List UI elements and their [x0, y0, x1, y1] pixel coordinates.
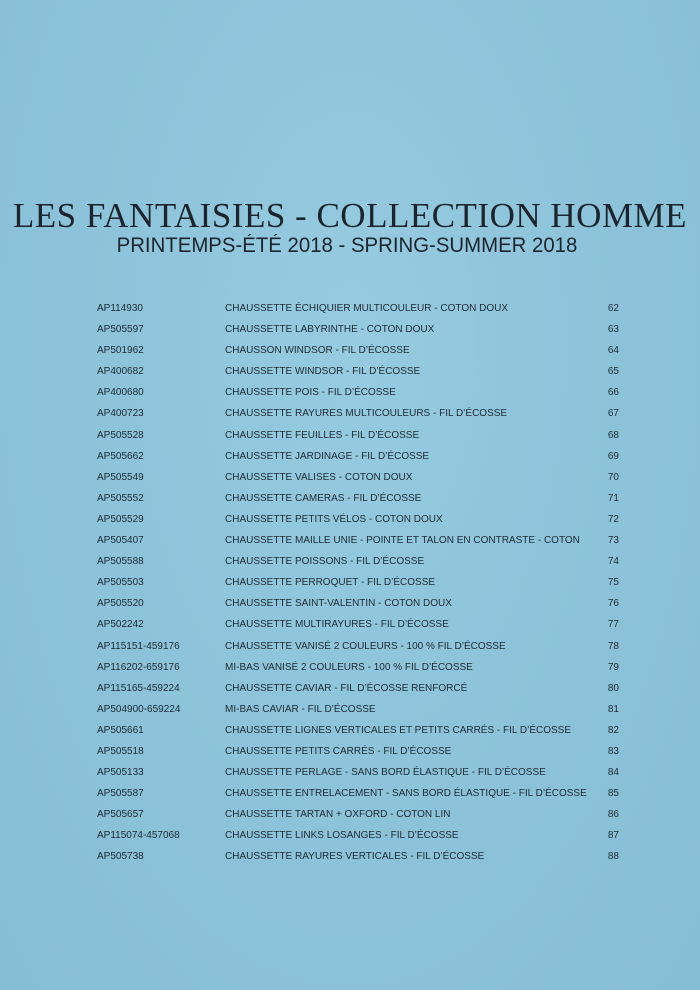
product-reference: AP115151-459176	[97, 640, 180, 652]
product-description: CHAUSSETTE CAVIAR - FIL D’ÉCOSSE RENFORCÉ	[225, 682, 468, 694]
page-number: 63	[607, 324, 619, 336]
page-number: 69	[607, 450, 619, 462]
product-description: CHAUSSETTE PERROQUET - FIL D’ÉCOSSE	[225, 577, 436, 589]
page-number: 78	[607, 640, 619, 652]
page-number: 79	[607, 661, 619, 673]
page-number: 86	[607, 809, 619, 821]
page-number: 65	[607, 366, 619, 378]
product-description: CHAUSSETTE VALISES - COTON DOUX	[225, 471, 413, 483]
product-description: CHAUSSETTE LINKS LOSANGES - FIL D’ÉCOSSE	[225, 830, 459, 842]
page-number: 84	[607, 767, 619, 779]
product-reference: AP400723	[97, 408, 144, 420]
product-description: CHAUSSETTE PETITS VÉLOS - COTON DOUX	[225, 513, 443, 525]
product-reference: AP505529	[97, 513, 144, 525]
page-number: 75	[607, 577, 619, 589]
catalog-row	[97, 488, 622, 509]
product-reference: AP505738	[97, 851, 144, 863]
page-subtitle: PRINTEMPS-ÉTÉ 2018 - SPRING-SUMMER 2018	[116, 234, 578, 257]
catalog-row	[97, 425, 622, 446]
page-number: 82	[607, 724, 619, 736]
page-number: 88	[607, 851, 619, 863]
product-description: CHAUSSETTE LABYRINTHE - COTON DOUX	[225, 324, 435, 336]
page-number: 87	[607, 830, 619, 842]
product-reference: AP505657	[97, 809, 144, 821]
page-title: LES FANTAISIES - COLLECTION HOMME	[12, 196, 688, 235]
catalog-row	[97, 699, 622, 720]
page-number: 76	[607, 598, 619, 610]
catalog-row	[97, 361, 622, 382]
product-reference: AP114930	[97, 303, 143, 314]
product-description: CHAUSSETTE MAILLE UNIE - POINTE ET TALON EN CONTRASTE - COTON	[225, 535, 580, 547]
product-description: CHAUSSETTE WINDSOR - FIL D’ÉCOSSE	[225, 366, 421, 378]
catalog-row	[97, 678, 622, 699]
page-number: 80	[607, 682, 619, 694]
product-description: CHAUSSETTE RAYURES MULTICOULEURS - FIL D’ÉCOSSE	[225, 408, 508, 420]
page-number: 77	[607, 619, 619, 631]
catalog-row	[97, 382, 622, 403]
catalog-row	[97, 636, 622, 657]
catalog-row	[97, 657, 622, 678]
product-description: CHAUSSETTE POISSONS - FIL D’ÉCOSSE	[225, 556, 425, 568]
catalog-row	[97, 446, 622, 467]
catalog-row	[97, 509, 622, 530]
product-reference: AP505407	[97, 535, 144, 547]
product-reference: AP115165-459224	[97, 682, 180, 694]
product-description: MI-BAS VANISÉ 2 COULEURS - 100 % FIL D’ÉCOSSE	[225, 661, 473, 673]
product-reference: AP505549	[97, 471, 144, 483]
page-number: 70	[607, 471, 619, 483]
product-description: CHAUSSETTE ÉCHIQUIER MULTICOULEUR - COTON DOUX	[225, 303, 508, 314]
page-number: 62	[607, 303, 619, 314]
product-description: CHAUSSETTE PETITS CARRÉS - FIL D’ÉCOSSE	[225, 745, 452, 757]
page-number: 81	[607, 703, 619, 715]
product-description: CHAUSSETTE MULTIRAYURES - FIL D’ÉCOSSE	[225, 619, 449, 631]
product-reference: AP116202-659176	[97, 661, 180, 673]
product-description: CHAUSSETTE FEUILLES - FIL D’ÉCOSSE	[225, 429, 420, 441]
product-reference: AP505503	[97, 577, 144, 589]
page-number: 85	[607, 788, 619, 800]
product-description: CHAUSSETTE POIS - FIL D’ÉCOSSE	[225, 387, 396, 399]
catalog-row	[97, 319, 622, 340]
page-number: 67	[607, 408, 619, 420]
product-description: CHAUSSETTE LIGNES VERTICALES ET PETITS CARRÉS - FIL D’ÉCOSSE	[225, 724, 572, 736]
product-reference: AP505528	[97, 429, 144, 441]
catalog-row	[97, 467, 622, 488]
catalog-row	[97, 720, 622, 741]
product-reference: AP505133	[97, 767, 144, 779]
product-reference: AP400682	[97, 366, 144, 378]
product-description: CHAUSSETTE CAMERAS - FIL D’ÉCOSSE	[225, 492, 422, 504]
page-number: 74	[607, 556, 619, 568]
product-reference: AP505520	[97, 598, 144, 610]
product-description: CHAUSSETTE TARTAN + OXFORD - COTON LIN	[225, 809, 451, 821]
page-number: 72	[607, 513, 619, 525]
catalog-row	[97, 846, 622, 867]
product-reference: AP501962	[97, 345, 144, 357]
product-description: CHAUSSETTE RAYURES VERTICALES - FIL D’ÉCOSSE	[225, 851, 485, 863]
page-number: 66	[607, 387, 619, 399]
product-reference: AP505518	[97, 745, 144, 757]
product-reference: AP115074-457068	[97, 830, 180, 842]
product-reference: AP505662	[97, 450, 144, 462]
product-description: MI-BAS CAVIAR - FIL D’ÉCOSSE	[225, 703, 376, 715]
catalog-row	[97, 530, 622, 551]
product-reference: AP505552	[97, 492, 144, 504]
product-reference: AP505588	[97, 556, 144, 568]
catalog-row	[97, 572, 622, 593]
page-number: 73	[607, 535, 619, 547]
catalog-row	[97, 614, 622, 635]
catalog-row	[97, 340, 622, 361]
product-description: CHAUSSETTE SAINT-VALENTIN - COTON DOUX	[225, 598, 452, 610]
catalog-row	[97, 783, 622, 804]
product-reference: AP505597	[97, 324, 144, 336]
page-number: 71	[607, 492, 619, 504]
product-reference: AP505587	[97, 788, 144, 800]
product-description: CHAUSSON WINDSOR - FIL D’ÉCOSSE	[225, 345, 410, 357]
product-reference: AP504900-659224	[97, 703, 181, 715]
catalog-row	[97, 741, 622, 762]
catalog-index	[97, 298, 622, 868]
catalog-row	[97, 298, 622, 319]
catalog-row	[97, 551, 622, 572]
page-number: 83	[607, 745, 619, 757]
catalog-row	[97, 762, 622, 783]
product-description: CHAUSSETTE VANISÉ 2 COULEURS - 100 % FIL D’ÉCOSSE	[225, 640, 506, 652]
catalog-row	[97, 804, 622, 825]
product-description: CHAUSSETTE PERLAGE - SANS BORD ÉLASTIQUE - FIL D’ÉCOSSE	[225, 767, 546, 779]
product-description: CHAUSSETTE JARDINAGE - FIL D’ÉCOSSE	[225, 450, 430, 462]
product-reference: AP505661	[97, 724, 144, 736]
product-reference: AP400680	[97, 387, 144, 399]
page-number: 64	[607, 345, 619, 357]
catalog-row	[97, 593, 622, 614]
catalog-row	[97, 403, 622, 424]
product-reference: AP502242	[97, 619, 144, 631]
product-description: CHAUSSETTE ENTRELACEMENT - SANS BORD ÉLASTIQUE - FIL D’ÉCOSSE	[225, 788, 587, 800]
page-number: 68	[607, 429, 619, 441]
catalog-row	[97, 825, 622, 846]
